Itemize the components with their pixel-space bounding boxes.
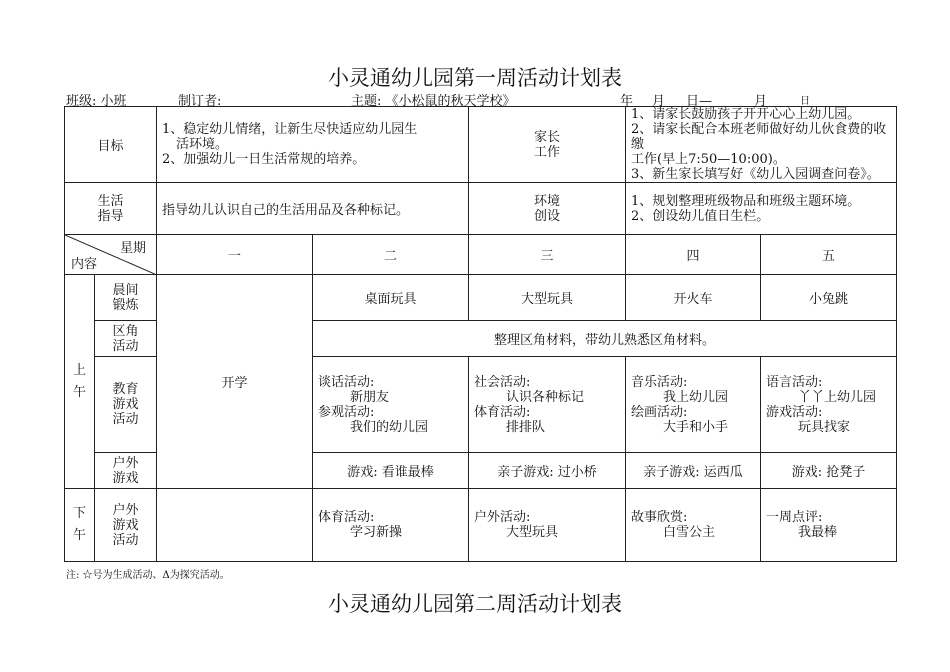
edu-tue (313, 357, 469, 453)
pm-tue (313, 489, 469, 562)
edu-wed-3: 体育活动: (474, 404, 531, 420)
family-label (469, 107, 626, 183)
goal-item-1: 1、稳定幼儿情绪，让新生尽快适应幼儿园生 (162, 122, 418, 137)
edu-wed-1: 社会活动: (474, 374, 531, 390)
life-label (65, 183, 157, 235)
edu-fri-3: 游戏活动: (766, 404, 823, 420)
edu-wed-2: 认识各种标记 (506, 389, 585, 405)
family-item-2: 2、请家长配合本班老师做好幼儿伙食费的收缴 (631, 122, 887, 152)
outdoor-tue: 游戏: 看谁最棒 (313, 453, 469, 489)
monday-cell: 开学 (157, 275, 313, 489)
life-content: 指导幼儿认识自己的生活用品及各种标记。 (157, 183, 469, 235)
outdoor-label (95, 453, 157, 489)
edu-tue-4: 我们的幼儿园 (350, 419, 429, 435)
date-day-dash: 日— (686, 94, 713, 109)
edu-thu-3: 绘画活动: (631, 404, 688, 420)
day-header-1: 一 (157, 235, 313, 275)
outdoor-thu: 亲子游戏: 运西瓜 (626, 453, 761, 489)
env-label-1: 环境 (534, 193, 561, 209)
env-content (626, 183, 897, 235)
pm-wed-1: 户外活动: (474, 510, 531, 525)
edu-fri-2: 丫丫上幼儿园 (798, 389, 877, 405)
family-content (626, 107, 897, 183)
goal-item-2: 2、加强幼儿一日生活常规的培养。 (162, 152, 366, 167)
edu-thu-2: 我上幼儿园 (663, 389, 729, 405)
edu-fri-1: 语言活动: (766, 374, 823, 390)
env-item-2: 2、创设幼儿值日生栏。 (631, 208, 770, 224)
edu-thu-4: 大手和小手 (663, 419, 729, 435)
pm-outdoor-label-1: 户外 (112, 502, 139, 518)
plan-table (64, 106, 897, 562)
footnote: 注: ☆号为生成活动、Δ为探究活动。 (66, 570, 230, 581)
edu-wed-4: 排排队 (506, 419, 546, 435)
edu-label (95, 357, 157, 453)
day-header-3: 三 (469, 235, 626, 275)
class-label: 班级: 小班 (66, 94, 127, 109)
pm-wed-2: 大型玩具 (506, 525, 559, 540)
goal-item-1-cont: 活环境。 (176, 137, 229, 152)
env-item-1: 1、规划整理班级物品和班级主题环境。 (631, 193, 861, 209)
edu-wed (469, 357, 626, 453)
pm-mon (157, 489, 313, 562)
second-title: 小灵通幼儿园第二周活动计划表 (328, 592, 622, 616)
header-weekday: 星期 (120, 241, 147, 256)
pm-thu (626, 489, 761, 562)
day-header-4: 四 (626, 235, 761, 275)
morning-fri: 小兔跳 (761, 275, 897, 321)
family-item-3: 3、新生家长填写好《幼儿入园调查问卷》。 (631, 167, 880, 182)
corner-label-1: 区角 (112, 323, 139, 339)
date-month-2: 月 (754, 94, 768, 109)
pm-tue-2: 学习新操 (350, 525, 403, 540)
goal-content (157, 107, 469, 183)
morning-label-1: 晨间 (112, 282, 139, 298)
morning-tue: 桌面玩具 (313, 275, 469, 321)
edu-fri-4: 玩具找家 (798, 419, 851, 435)
outdoor-fri: 游戏: 抢凳子 (761, 453, 897, 489)
info-line (66, 90, 896, 109)
edu-label-3: 活动 (112, 412, 139, 427)
morning-label (95, 275, 157, 321)
page-title: 小灵通幼儿园第一周活动计划表 (328, 66, 622, 90)
pm-outdoor-label-3: 活动 (112, 532, 139, 548)
edu-fri (761, 357, 897, 453)
family-item-1: 1、请家长鼓励孩子开开心心上幼儿园。 (631, 107, 861, 122)
pm-outdoor-label (95, 489, 157, 562)
corner-content: 整理区角材料，带幼儿熟悉区角材料。 (313, 321, 897, 357)
day-header-2: 二 (313, 235, 469, 275)
morning-thu: 开火车 (626, 275, 761, 321)
maker-label: 制订者: (178, 94, 222, 109)
life-label-1: 生活 (97, 193, 124, 209)
pm-wed (469, 489, 626, 562)
date-day: 日 (800, 96, 810, 107)
edu-tue-3: 参观活动: (318, 404, 375, 420)
pm-label-text: 下午 (72, 506, 86, 543)
date-month-1: 月 (652, 94, 666, 109)
outdoor-label-2: 游戏 (112, 470, 139, 486)
am-label (65, 275, 95, 489)
family-item-2-cont: 工作(早上7:50—10:00)。 (631, 152, 786, 167)
day-header-5: 五 (761, 235, 897, 275)
life-label-2: 指导 (97, 208, 124, 224)
pm-tue-1: 体育活动: (318, 510, 375, 525)
pm-outdoor-label-2: 游戏 (112, 517, 139, 533)
theme-label: 主题: 《小松鼠的秋天学校》 (351, 94, 516, 109)
goal-label: 目标 (65, 107, 157, 183)
pm-fri (761, 489, 897, 562)
env-label-2: 创设 (534, 208, 561, 224)
date-year: 年 (620, 94, 634, 109)
edu-label-1: 教育 (112, 382, 139, 397)
family-label-2: 工作 (534, 144, 561, 160)
pm-thu-1: 故事欣赏: (631, 510, 688, 525)
morning-label-2: 锻炼 (112, 297, 139, 313)
header-content: 内容 (71, 257, 98, 272)
corner-label (95, 321, 157, 357)
am-label-text: 上午 (72, 362, 86, 400)
pm-fri-2: 我最棒 (798, 525, 838, 540)
header-diagonal-cell (65, 235, 157, 275)
pm-thu-2: 白雪公主 (663, 525, 716, 540)
morning-wed: 大型玩具 (469, 275, 626, 321)
edu-tue-1: 谈话活动: (318, 374, 375, 390)
pm-label (65, 489, 95, 562)
env-label (469, 183, 626, 235)
outdoor-label-1: 户外 (112, 455, 139, 471)
edu-label-2: 游戏 (112, 397, 139, 412)
family-label-1: 家长 (534, 129, 561, 145)
edu-tue-2: 新朋友 (350, 389, 390, 405)
corner-label-2: 活动 (112, 338, 139, 354)
pm-fri-1: 一周点评: (766, 510, 823, 525)
edu-thu (626, 357, 761, 453)
edu-thu-1: 音乐活动: (631, 374, 688, 390)
outdoor-wed: 亲子游戏: 过小桥 (469, 453, 626, 489)
